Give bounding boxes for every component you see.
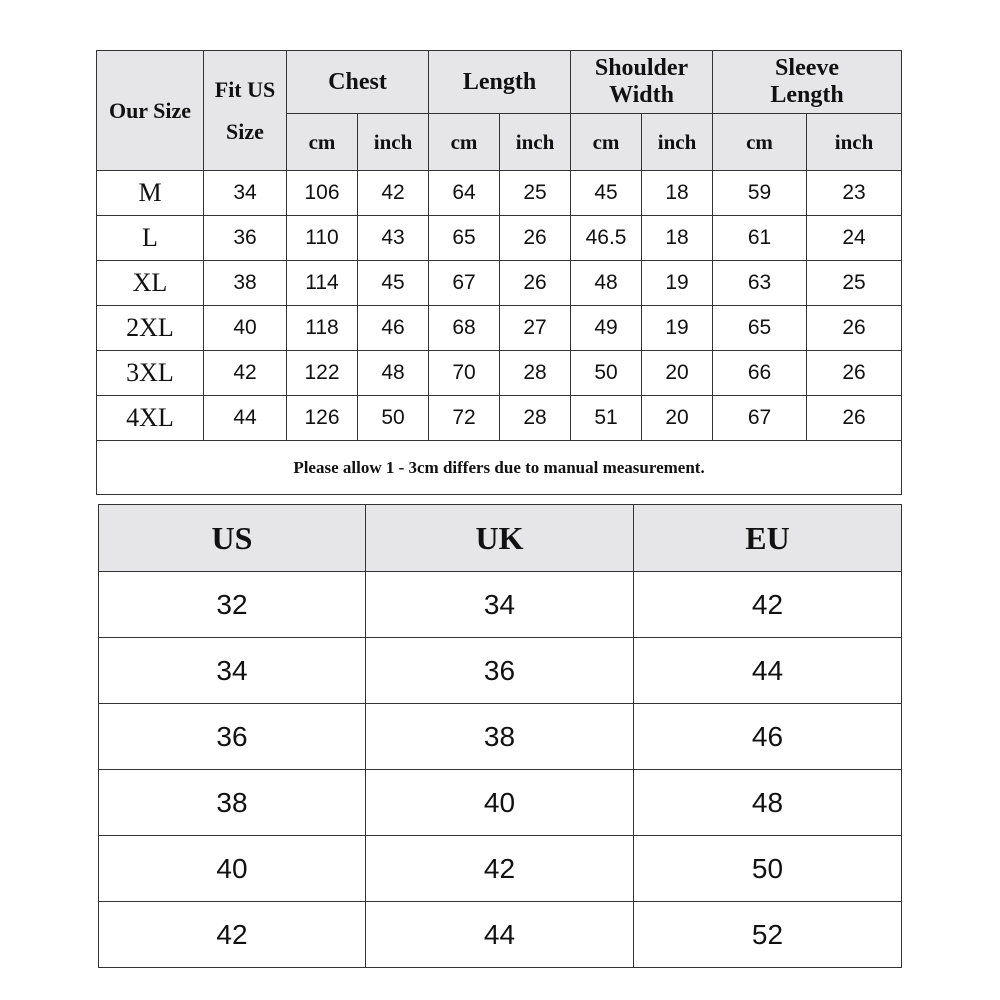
sleeve-cm-value: 61 (713, 216, 807, 261)
header-fit-us-size (204, 51, 287, 171)
us-size-value: 32 (99, 572, 366, 638)
sleeve-cm-value: 67 (713, 396, 807, 441)
chest-inch-value: 48 (358, 351, 429, 396)
header-shoulder-width (571, 51, 713, 114)
eu-size-value: 46 (634, 704, 902, 770)
shoulder-cm-value: 51 (571, 396, 642, 441)
us-size-value: 34 (99, 638, 366, 704)
header-shoulder-line2: Width (609, 82, 674, 108)
table-row (99, 638, 902, 704)
chest-cm-value: 114 (287, 261, 358, 306)
table-row (99, 902, 902, 968)
chest-inch-value: 46 (358, 306, 429, 351)
eu-size-value: 50 (634, 836, 902, 902)
header-sleeve-line2: Length (770, 82, 844, 108)
unit-shoulder-inch: inch (642, 114, 713, 171)
size-label: XL (97, 261, 204, 306)
size-label: 3XL (97, 351, 204, 396)
sleeve-inch-value: 26 (807, 351, 902, 396)
uk-size-value: 40 (366, 770, 634, 836)
fit-us-value: 44 (204, 396, 287, 441)
chest-cm-value: 122 (287, 351, 358, 396)
table-row (99, 836, 902, 902)
shoulder-inch-value: 20 (642, 351, 713, 396)
size-chart-table (96, 50, 902, 495)
measurement-note: Please allow 1 - 3cm differs due to manual measurement. (97, 441, 902, 495)
sleeve-cm-value: 63 (713, 261, 807, 306)
unit-chest-inch: inch (358, 114, 429, 171)
unit-length-inch: inch (500, 114, 571, 171)
chest-inch-value: 50 (358, 396, 429, 441)
header-our-size: Our Size (97, 51, 204, 171)
size-label: 2XL (97, 306, 204, 351)
sleeve-inch-value: 26 (807, 306, 902, 351)
header-fit-us: Fit US (214, 76, 276, 102)
unit-length-cm: cm (429, 114, 500, 171)
shoulder-inch-value: 18 (642, 171, 713, 216)
header-sleeve-length (713, 51, 902, 114)
fit-us-value: 40 (204, 306, 287, 351)
table-row (97, 171, 902, 216)
table-row (97, 306, 902, 351)
sleeve-inch-value: 25 (807, 261, 902, 306)
chest-cm-value: 110 (287, 216, 358, 261)
us-size-value: 36 (99, 704, 366, 770)
sleeve-inch-value: 26 (807, 396, 902, 441)
length-cm-value: 65 (429, 216, 500, 261)
chest-cm-value: 106 (287, 171, 358, 216)
chest-inch-value: 42 (358, 171, 429, 216)
length-cm-value: 72 (429, 396, 500, 441)
shoulder-cm-value: 50 (571, 351, 642, 396)
shoulder-inch-value: 19 (642, 306, 713, 351)
shoulder-inch-value: 19 (642, 261, 713, 306)
size-label: 4XL (97, 396, 204, 441)
table-row (99, 770, 902, 836)
table-row (97, 351, 902, 396)
chest-inch-value: 45 (358, 261, 429, 306)
unit-sleeve-cm: cm (713, 114, 807, 171)
uk-size-value: 42 (366, 836, 634, 902)
shoulder-cm-value: 49 (571, 306, 642, 351)
length-cm-value: 70 (429, 351, 500, 396)
shoulder-inch-value: 20 (642, 396, 713, 441)
sleeve-inch-value: 23 (807, 171, 902, 216)
sleeve-cm-value: 59 (713, 171, 807, 216)
uk-size-value: 38 (366, 704, 634, 770)
eu-size-value: 42 (634, 572, 902, 638)
chest-cm-value: 126 (287, 396, 358, 441)
fit-us-value: 42 (204, 351, 287, 396)
length-cm-value: 68 (429, 306, 500, 351)
length-cm-value: 64 (429, 171, 500, 216)
us-size-value: 40 (99, 836, 366, 902)
header-eu: EU (634, 505, 902, 572)
shoulder-cm-value: 45 (571, 171, 642, 216)
uk-size-value: 34 (366, 572, 634, 638)
fit-us-value: 36 (204, 216, 287, 261)
shoulder-inch-value: 18 (642, 216, 713, 261)
header-chest: Chest (287, 51, 429, 114)
us-size-value: 42 (99, 902, 366, 968)
eu-size-value: 48 (634, 770, 902, 836)
length-inch-value: 28 (500, 396, 571, 441)
header-length: Length (429, 51, 571, 114)
unit-chest-cm: cm (287, 114, 358, 171)
length-inch-value: 28 (500, 351, 571, 396)
table-row (99, 572, 902, 638)
table-row (97, 216, 902, 261)
length-inch-value: 25 (500, 171, 571, 216)
header-shoulder-line1: Shoulder (594, 55, 689, 81)
eu-size-value: 44 (634, 638, 902, 704)
us-size-value: 38 (99, 770, 366, 836)
length-cm-value: 67 (429, 261, 500, 306)
sleeve-cm-value: 65 (713, 306, 807, 351)
length-inch-value: 27 (500, 306, 571, 351)
size-label: M (97, 171, 204, 216)
length-inch-value: 26 (500, 261, 571, 306)
chest-inch-value: 43 (358, 216, 429, 261)
unit-shoulder-cm: cm (571, 114, 642, 171)
table-row (99, 704, 902, 770)
header-us: US (99, 505, 366, 572)
fit-us-value: 34 (204, 171, 287, 216)
shoulder-cm-value: 46.5 (571, 216, 642, 261)
size-conversion-table (98, 504, 902, 968)
header-uk: UK (366, 505, 634, 572)
uk-size-value: 44 (366, 902, 634, 968)
fit-us-value: 38 (204, 261, 287, 306)
sleeve-cm-value: 66 (713, 351, 807, 396)
size-label: L (97, 216, 204, 261)
unit-sleeve-inch: inch (807, 114, 902, 171)
header-sleeve-line1: Sleeve (775, 55, 840, 81)
sleeve-inch-value: 24 (807, 216, 902, 261)
table-row (97, 396, 902, 441)
chest-cm-value: 118 (287, 306, 358, 351)
header-fit-us-size-label: Size (226, 118, 264, 144)
eu-size-value: 52 (634, 902, 902, 968)
table-row (97, 261, 902, 306)
shoulder-cm-value: 48 (571, 261, 642, 306)
length-inch-value: 26 (500, 216, 571, 261)
uk-size-value: 36 (366, 638, 634, 704)
